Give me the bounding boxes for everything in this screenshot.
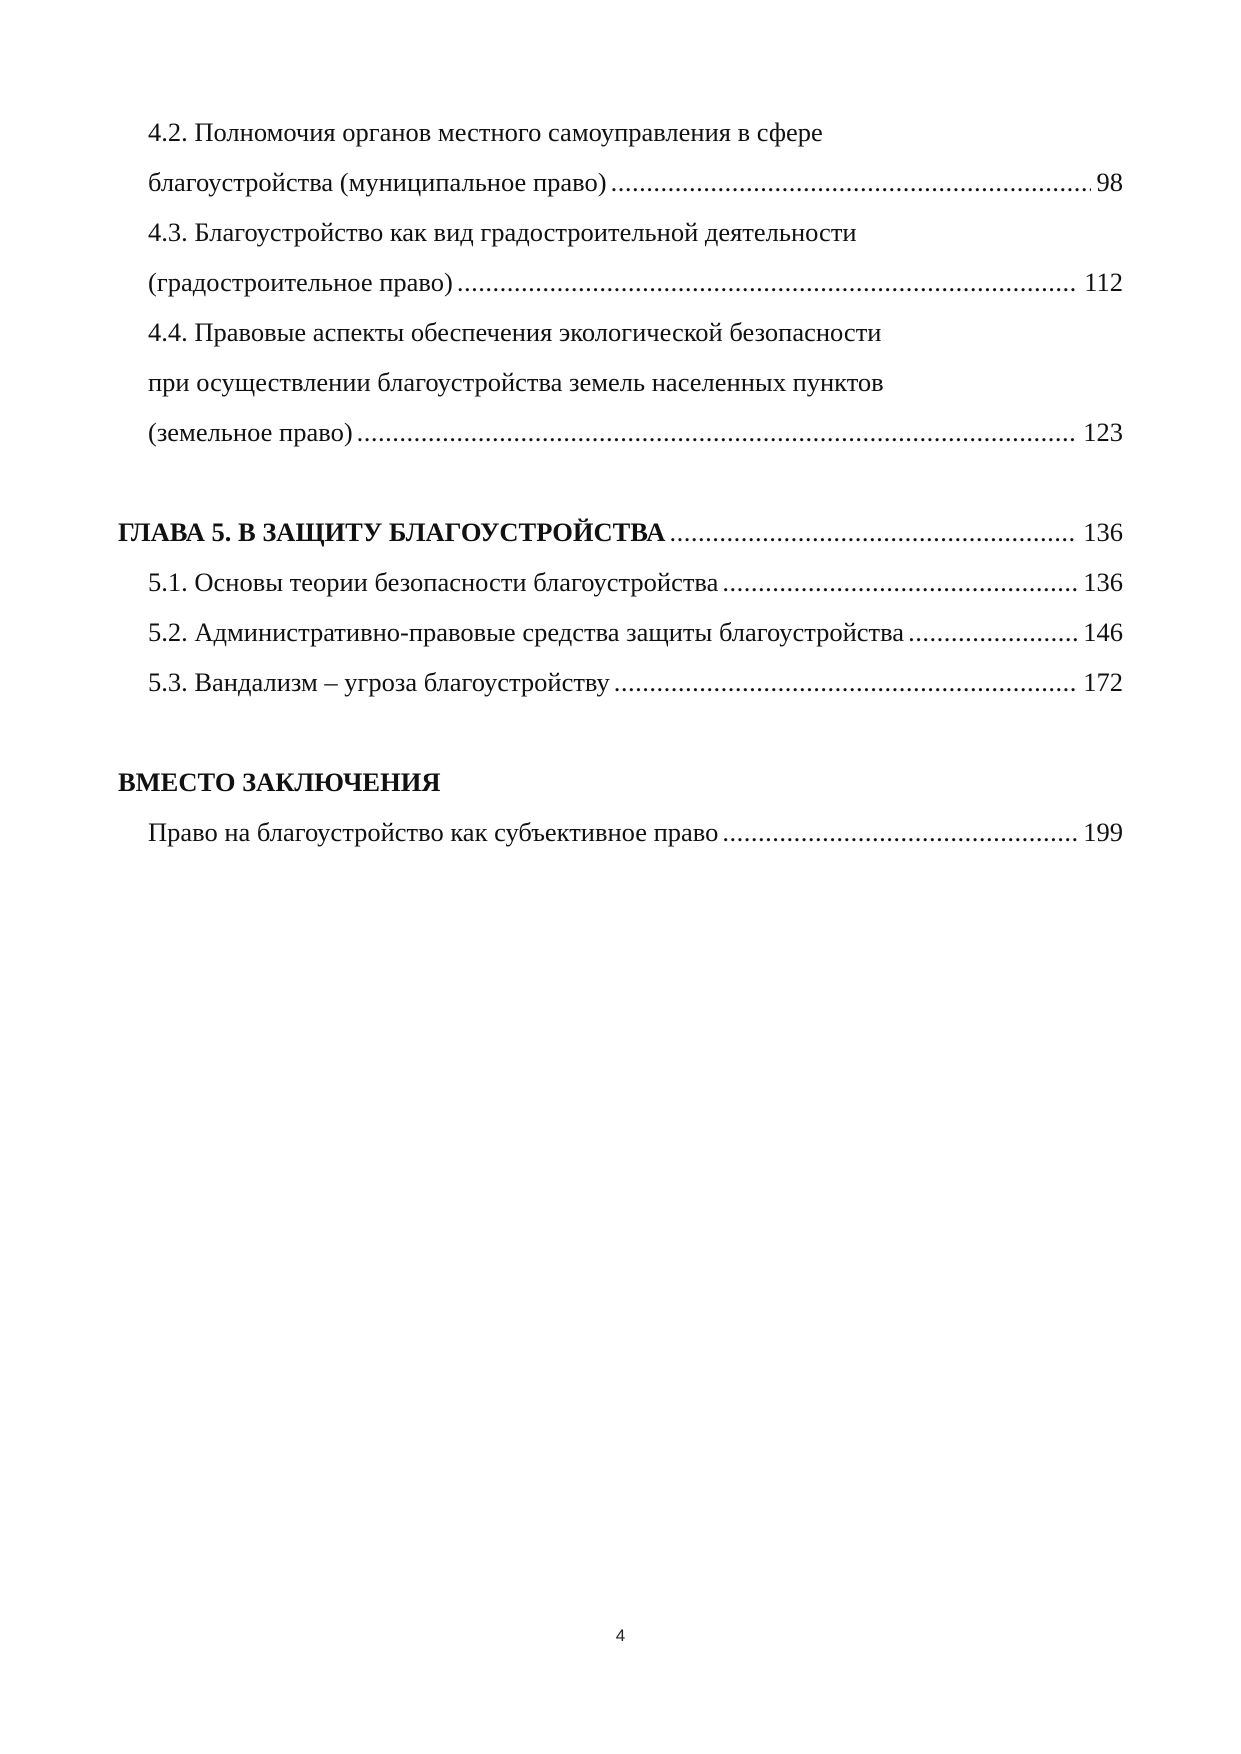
toc-chapter-title: ГЛАВА 5. В ЗАЩИТУ БЛАГОУСТРОЙСТВА bbox=[118, 517, 666, 547]
toc-entry-4-4-line2 bbox=[148, 364, 884, 400]
toc-entry-4-3-line1 bbox=[148, 214, 857, 250]
dot-leader bbox=[722, 814, 1077, 850]
toc-page-number: 136 bbox=[1083, 567, 1123, 597]
toc-entry-4-2-line1 bbox=[148, 114, 823, 150]
toc-page-number: 112 bbox=[1084, 267, 1123, 297]
toc-entry-4-3[interactable] bbox=[148, 264, 1123, 300]
toc-entry-conclusion[interactable] bbox=[148, 814, 1123, 850]
toc-entry-text: Право на благоустройство как субъективное право bbox=[148, 817, 719, 847]
toc-page-number: 98 bbox=[1096, 167, 1123, 197]
toc-page-number: 123 bbox=[1083, 417, 1123, 447]
dot-leader bbox=[357, 414, 1078, 450]
dot-leader bbox=[908, 614, 1077, 650]
toc-entry-text: 5.3. Вандализм – угроза благоустройству bbox=[148, 667, 610, 697]
toc-conclusion-heading[interactable] bbox=[118, 764, 440, 800]
toc-entry-text: 5.2. Административно-правовые средства защиты благоустройства bbox=[148, 617, 905, 647]
toc-page-number: 136 bbox=[1083, 517, 1123, 547]
toc-entry-text: (градостроительное право) bbox=[148, 267, 453, 297]
toc-page-number: 199 bbox=[1083, 817, 1123, 847]
toc-chapter-title: ВМЕСТО ЗАКЛЮЧЕНИЯ bbox=[118, 767, 441, 797]
toc-page-number: 172 bbox=[1083, 667, 1123, 697]
toc-entry-5-1[interactable] bbox=[148, 564, 1123, 600]
dot-leader bbox=[457, 264, 1078, 300]
page-number: 4 bbox=[615, 1626, 626, 1645]
toc-entry-4-4-line1 bbox=[148, 314, 881, 350]
toc-entry-text: (земельное право) bbox=[148, 417, 353, 447]
toc-entry-text: при осуществлении благоустройства земель населенных пунктов bbox=[148, 367, 884, 397]
toc-entry-4-4[interactable] bbox=[148, 414, 1123, 450]
toc-chapter-5[interactable] bbox=[118, 514, 1123, 550]
toc-entry-5-2[interactable] bbox=[148, 614, 1123, 650]
dot-leader bbox=[614, 664, 1077, 700]
toc-entry-text: благоустройства (муниципальное право) bbox=[148, 167, 607, 197]
dot-leader bbox=[611, 164, 1091, 200]
dot-leader bbox=[669, 514, 1077, 550]
toc-page-number: 146 bbox=[1083, 617, 1123, 647]
dot-leader bbox=[722, 564, 1077, 600]
toc-entry-text: 4.3. Благоустройство как вид градостроительной деятельности bbox=[148, 217, 857, 247]
toc-entry-4-2[interactable] bbox=[148, 164, 1123, 200]
toc-entry-5-3[interactable] bbox=[148, 664, 1123, 700]
toc-entry-text: 5.1. Основы теории безопасности благоустройства bbox=[148, 567, 719, 597]
toc-entry-text: 4.4. Правовые аспекты обеспечения экологической безопасности bbox=[148, 317, 882, 347]
toc-entry-text: 4.2. Полномочия органов местного самоуправления в сфере bbox=[148, 117, 823, 147]
